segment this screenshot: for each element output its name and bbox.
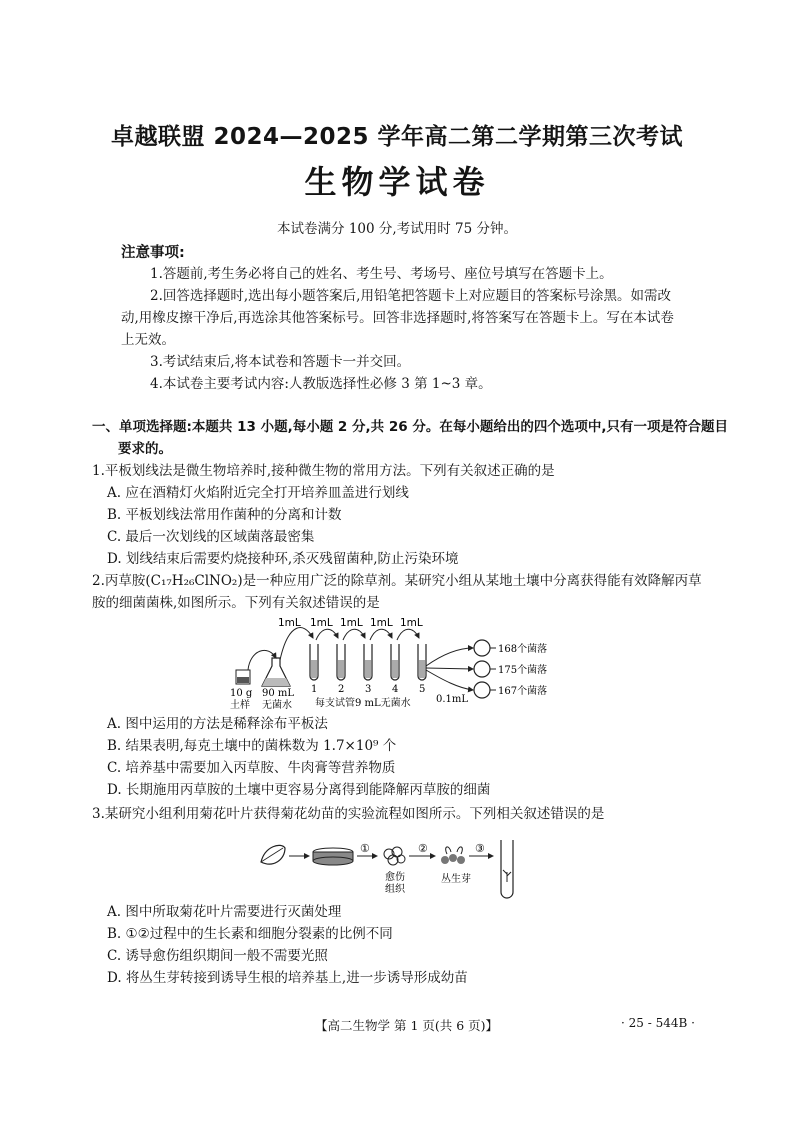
- colony-count: 167个菌落: [498, 686, 548, 697]
- transfer-label: 1mL: [278, 617, 301, 629]
- question-3-option-c: C. 诱导愈伤组织期间一般不需要光照: [107, 948, 328, 964]
- step-label: ②: [418, 842, 428, 855]
- transfer-label: 1mL: [310, 617, 333, 629]
- tissue-culture-figure: [255, 838, 515, 904]
- question-3-option-a: A. 图中所取菊花叶片需要进行灭菌处理: [107, 904, 342, 920]
- colony-count: 175个菌落: [498, 665, 548, 676]
- petri-dish-icon: [474, 661, 490, 677]
- tubes-note: 每支试管9 mL无菌水: [315, 698, 411, 709]
- callus-icon: [384, 847, 405, 865]
- shoot-cluster-icon: [441, 847, 465, 864]
- question-1-option-d: D. 划线结束后需要灼烧接种环,杀灭残留菌种,防止污染环境: [107, 551, 459, 567]
- petri-dish-icon: [474, 640, 490, 656]
- soil-label: 10 g: [230, 688, 253, 699]
- test-tube-icon: [418, 644, 426, 680]
- notice-heading: 注意事项:: [121, 245, 185, 261]
- leaf-icon: [261, 845, 285, 864]
- test-tube-icon: [391, 644, 399, 680]
- tube-number: 4: [392, 684, 399, 695]
- notice-item-3: 3.考试结束后,将本试卷和答题卡一并交回。: [150, 354, 411, 370]
- petri-dish-icon: [474, 682, 490, 698]
- question-1-stem: 1.平板划线法是微生物培养时,接种微生物的常用方法。下列有关叙述正确的是: [92, 463, 555, 479]
- transfer-label: 1mL: [400, 617, 423, 629]
- test-tube-icon: [364, 644, 372, 680]
- soil-sample-icon: [236, 670, 250, 684]
- step-label: ③: [475, 842, 485, 855]
- step-label: ①: [360, 842, 370, 855]
- exam-info: 本试卷满分 100 分,考试用时 75 分钟。: [277, 221, 517, 237]
- shoot-label: 丛生芽: [441, 874, 471, 885]
- serial-dilution-figure: [228, 614, 588, 710]
- tube-number: 2: [338, 684, 345, 695]
- notice-item-1: 1.答题前,考生务必将自己的姓名、考生号、考场号、座位号填写在答题卡上。: [150, 266, 613, 282]
- tube-number: 5: [419, 684, 426, 695]
- transfer-label: 1mL: [370, 617, 393, 629]
- page-footer: 【高二生物学 第 1 页(共 6 页)】: [315, 1018, 499, 1033]
- tube-number: 3: [365, 684, 372, 695]
- test-tube-icon: [337, 644, 345, 680]
- notice-item-2: 2.回答选择题时,选出每小题答案后,用铅笔把答题卡上对应题目的答案标号涂黑。如需改动,用橡皮擦干净后,再选涂其他答案标号。回答非选择题时,将答案写在答题卡上。写在本试卷上无效。: [121, 288, 674, 348]
- question-3-option-d: D. 将丛生芽转接到诱导生根的培养基上,进一步诱导形成幼苗: [107, 970, 468, 986]
- question-1-option-a: A. 应在酒精灯火焰附近完全打开培养皿盖进行划线: [107, 485, 409, 501]
- exam-code: · 25 - 544B ·: [621, 1016, 695, 1030]
- flask-label: 无菌水: [262, 700, 292, 710]
- exam-title: 卓越联盟 2024—2025 学年高二第二学期第三次考试: [110, 124, 684, 150]
- colony-count: 168个菌落: [498, 644, 548, 655]
- question-2-stem: 2.丙草胺(C₁₇H₂₆ClNO₂)是一种应用广泛的除草剂。某研究小组从某地土壤中分离获得能有效降解丙草胺的细菌菌株,如图所示。下列有关叙述错误的是: [92, 573, 702, 611]
- question-2-option-b: B. 结果表明,每克土壤中的菌株数为 1.7×10⁹ 个: [107, 738, 397, 754]
- callus-label: 愈伤: [385, 872, 405, 883]
- flask-icon: [262, 658, 290, 686]
- notice-item-4: 4.本试卷主要考试内容:人教版选择性必修 3 第 1~3 章。: [150, 376, 492, 392]
- tube-number: 1: [311, 684, 318, 695]
- question-3-option-b: B. ①②过程中的生长素和细胞分裂素的比例不同: [107, 926, 393, 942]
- culture-dish-icon: [313, 848, 353, 865]
- plate-volume: 0.1mL: [436, 694, 469, 705]
- subject-title: 生物学试卷: [304, 163, 490, 201]
- question-2-option-a: A. 图中运用的方法是稀释涂布平板法: [107, 716, 328, 732]
- question-1-option-c: C. 最后一次划线的区域菌落最密集: [107, 529, 315, 545]
- question-3-stem: 3.某研究小组利用菊花叶片获得菊花幼苗的实验流程如图所示。下列相关叙述错误的是: [92, 806, 605, 822]
- soil-label: 土样: [230, 700, 250, 710]
- section-heading: 一、单项选择题:本题共 13 小题,每小题 2 分,共 26 分。在每小题给出的四个选项中,只有一项是符合题目要求的。: [92, 419, 728, 457]
- question-2-option-d: D. 长期施用丙草胺的土壤中更容易分离得到能降解丙草胺的细菌: [107, 782, 491, 798]
- question-1-option-b: B. 平板划线法常用作菌种的分离和计数: [107, 507, 342, 523]
- question-2-option-c: C. 培养基中需要加入丙草胺、牛肉膏等营养物质: [107, 760, 396, 776]
- callus-label: 组织: [385, 884, 405, 895]
- transfer-label: 1mL: [340, 617, 363, 629]
- test-tube-icon: [310, 644, 318, 680]
- seedling-tube-icon: [501, 840, 513, 898]
- flask-label: 90 mL: [262, 688, 295, 699]
